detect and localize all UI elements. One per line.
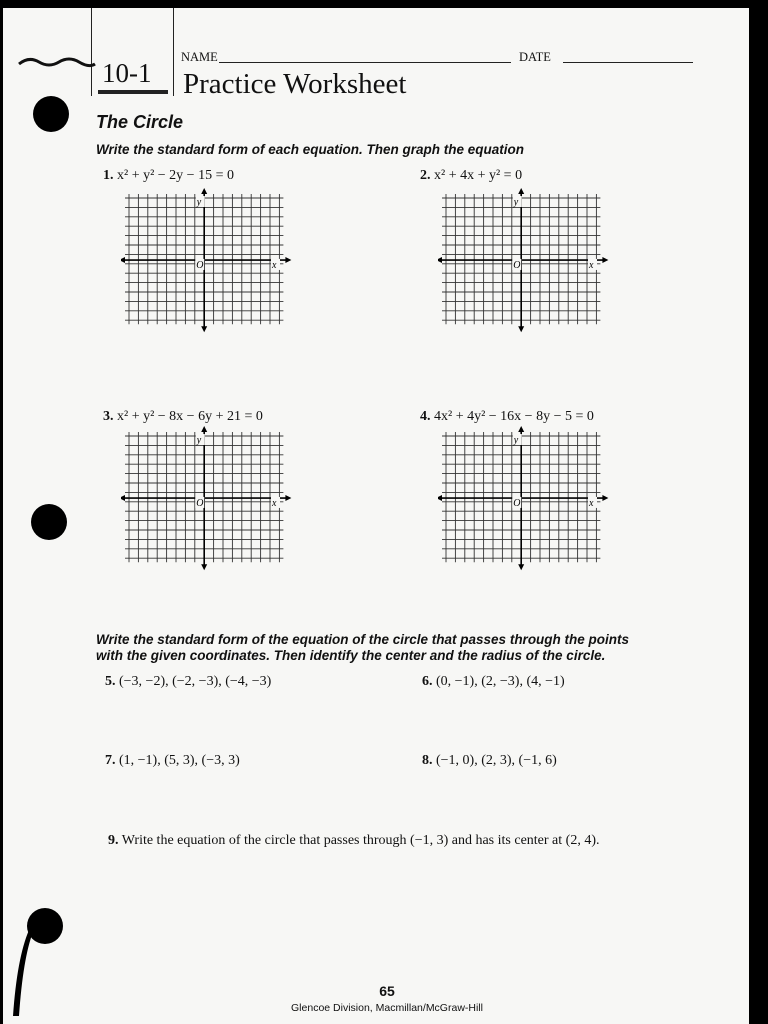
problem-1 (103, 168, 234, 184)
x-axis-arrow-right (285, 495, 291, 501)
problem-number: 8. (422, 753, 433, 768)
x-axis-arrow-right (602, 257, 608, 263)
instructions-line-1: Write the standard form of the equation of the circle that passes through the points (96, 632, 630, 647)
lesson-number-box (91, 8, 174, 96)
y-axis-arrow-up (201, 188, 207, 194)
problem-7 (105, 753, 240, 769)
publisher-credit: Glencoe Division, Macmillan/McGraw-Hill (291, 1002, 483, 1014)
problem-number: 1. (103, 168, 114, 183)
y-axis-label: y (196, 435, 202, 446)
problem-text: x² + y² − 8x − 6y + 21 = 0 (117, 409, 263, 424)
date-field-line[interactable] (563, 62, 693, 63)
instructions-circle-points (96, 632, 629, 664)
problem-text: (1, −1), (5, 3), (−3, 3) (119, 753, 240, 768)
problem-text: Write the equation of the circle that passes through (−1, 3) and has its center at (2, 4). (121, 833, 600, 848)
coordinate-grid-4[interactable] (438, 426, 628, 576)
problem-3 (103, 409, 263, 425)
problem-6 (422, 674, 565, 690)
problem-9 (108, 831, 708, 851)
problem-text: (−3, −2), (−2, −3), (−4, −3) (119, 674, 272, 689)
y-axis-arrow-down (201, 564, 207, 570)
origin-label: O (196, 497, 204, 509)
y-axis-label: y (513, 435, 519, 446)
x-axis-label: x (272, 259, 277, 271)
scan-edge (749, 0, 768, 1024)
squiggle-mark (17, 52, 97, 72)
problem-5 (105, 674, 271, 690)
problem-text: (0, −1), (2, −3), (4, −1) (436, 674, 565, 689)
coordinate-grid-1[interactable] (121, 188, 311, 338)
x-axis-arrow-left (438, 257, 442, 263)
x-axis-arrow-left (438, 495, 442, 501)
lesson-underbar (98, 90, 168, 94)
y-axis-arrow-down (518, 326, 524, 332)
name-field-line[interactable] (219, 62, 511, 63)
problem-text: x² + y² − 2y − 15 = 0 (117, 168, 234, 183)
coordinate-grid-2[interactable] (438, 188, 628, 338)
problem-number: 5. (105, 674, 116, 689)
y-axis-arrow-up (518, 188, 524, 194)
x-axis-arrow-left (121, 257, 125, 263)
problem-number: 9. (108, 833, 119, 848)
instructions-graphing: Write the standard form of each equation. Then graph the equation (96, 142, 525, 157)
name-label: NAME (181, 50, 218, 64)
y-axis-arrow-up (518, 426, 524, 432)
worksheet-page (3, 8, 750, 1024)
date-label: DATE (519, 50, 551, 64)
problem-number: 7. (105, 753, 116, 768)
coordinate-grid-3[interactable] (121, 426, 311, 576)
page-title: Practice Worksheet (183, 68, 407, 100)
y-axis-arrow-down (518, 564, 524, 570)
y-axis-arrow-down (201, 326, 207, 332)
x-axis-arrow-right (285, 257, 291, 263)
problem-text: x² + 4x + y² = 0 (434, 168, 523, 183)
instructions-line-2: with the given coordinates. Then identify the center and the radius of the circle. (96, 648, 606, 663)
problem-number: 2. (420, 168, 431, 183)
punch-hole-middle (31, 504, 67, 540)
punch-hole-top (33, 96, 69, 132)
x-axis-label: x (589, 259, 594, 271)
x-axis-arrow-left (121, 495, 125, 501)
problem-2 (420, 168, 522, 184)
x-axis-label: x (589, 497, 594, 509)
problem-number: 6. (422, 674, 433, 689)
origin-label: O (513, 259, 521, 271)
section-subtitle: The Circle (96, 112, 184, 132)
x-axis-arrow-right (602, 495, 608, 501)
y-axis-arrow-up (201, 426, 207, 432)
y-axis-label: y (513, 197, 519, 208)
problem-text: (−1, 0), (2, 3), (−1, 6) (436, 753, 557, 768)
problem-4 (420, 409, 594, 425)
x-axis-label: x (272, 497, 277, 509)
page-number: 65 (379, 983, 395, 999)
problem-number: 4. (420, 409, 431, 424)
origin-label: O (513, 497, 521, 509)
problem-8 (422, 753, 557, 769)
problem-text: 4x² + 4y² − 16x − 8y − 5 = 0 (434, 409, 594, 424)
problem-number: 3. (103, 409, 114, 424)
lesson-number: 10-1 (102, 58, 152, 88)
punch-hole-bottom (9, 898, 69, 1018)
origin-label: O (196, 259, 204, 271)
y-axis-label: y (196, 197, 202, 208)
